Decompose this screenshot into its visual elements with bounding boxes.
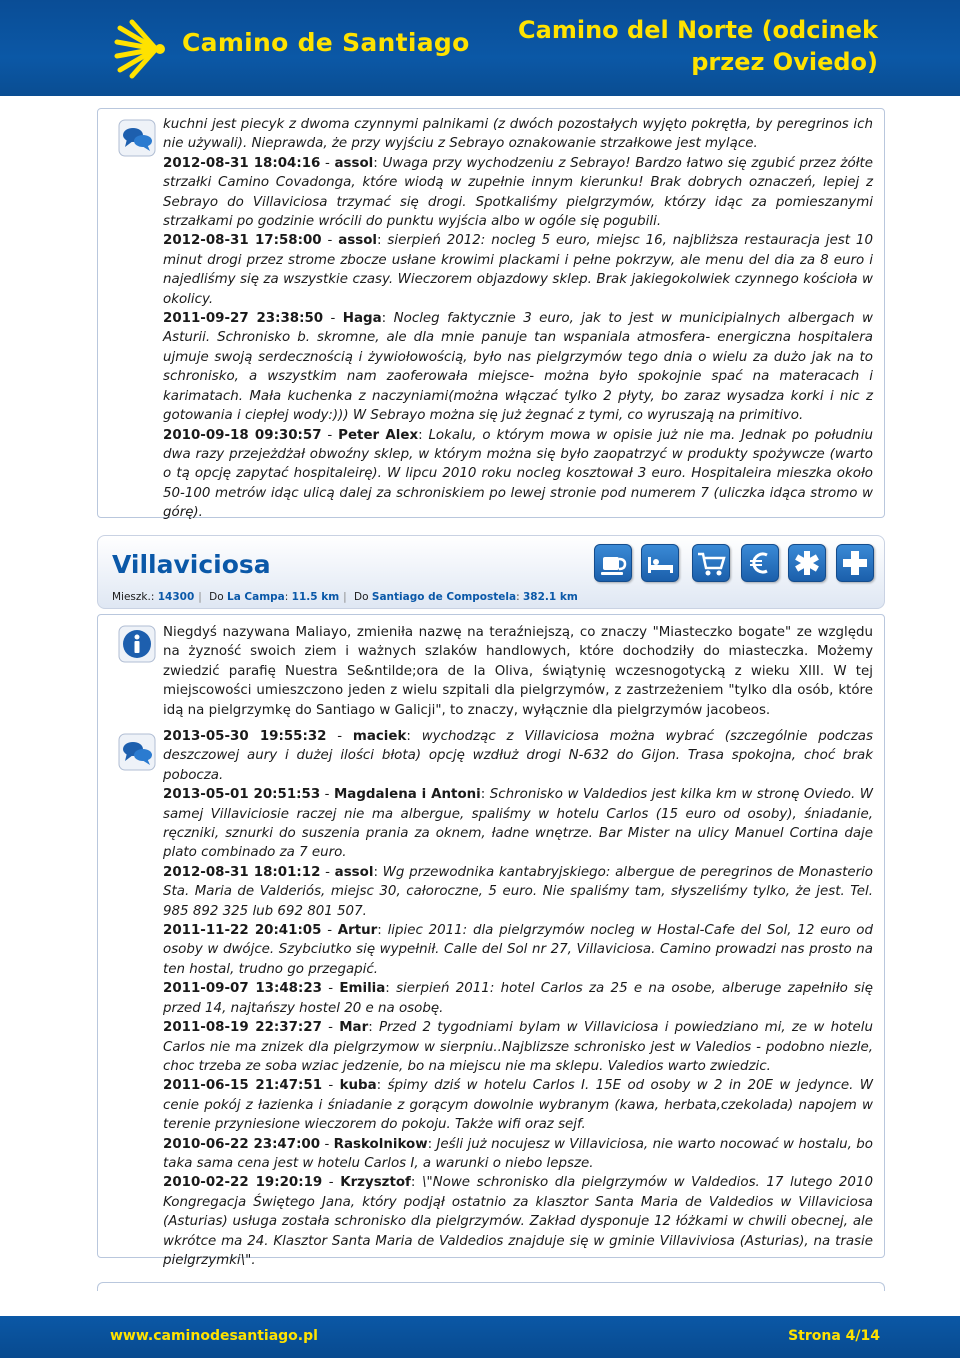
comment-author: maciek xyxy=(352,729,407,744)
comments-text-top xyxy=(163,115,873,523)
comment-text: kuchni jest piecyk z dwoma czynnymi palnikami (z dwóch pozostałych wyjęto pokrętła, by peregrinos ich nie używali). Nieprawda, że przy wyjściu z Sebrayo oznakowanie strzałkowe jest mylące. xyxy=(163,117,873,152)
comment-author: Mar xyxy=(339,1020,369,1036)
comment-author: Artur xyxy=(337,923,378,939)
comment-entry: 2010-02-22 19:20:19 - Krzysztof: \"Nowe schronisko dla pielgrzymów w Valdedios. 17 lutego 2010 Kongregacja Świętego Jana, który podjął ostatnio za klasztor Santa Maria de Valdedios w Villaviciosa (Asturias) usługa została schronisko dla pielgrzymów. Zakład dysponuje 12 łóżkami w chwili obecnej, ale wkrótce ma 24. Klasztor Santa Maria de Valdedios znajduje się w gminie Villaviviosa (Asturias), na trasie pielgrzymki\". xyxy=(163,1175,873,1268)
distance-label: Do xyxy=(209,591,224,603)
comment-text: sierpień 2011: hotel Carlos za 25 e na osobe, alberuge zapełniło się przed 14, najtańszy hostel 20 e na osobę. xyxy=(163,981,873,1016)
distance-label: Do xyxy=(354,591,369,603)
comment-text: Przed 2 tygodniami bylam w Villaviciosa i powiedziano mi, ze w hotelu Carlos nie ma znizek dla pielgrzymow w sierpniu..Najblizsze schronisko jest w Valedios - podobno niezle, choc trzeba ze soba wziac jedzenie, bo na miejscu nie ma sklepu. Valedios warto zwiedzic. xyxy=(163,1020,873,1074)
comment-text: wychodząc z Villaviciosa można wybrać (szczególnie podczas deszczowej aury i dużej ilości błota) opcję wzdłuż drogi N-632 do Gijon. Trasa spokojna, choć brak pobocza. xyxy=(163,729,873,783)
page-header xyxy=(0,0,960,96)
comment-text: sierpień 2012: nocleg 5 euro, miejsc 16, najbliższa restauracja jest 10 minut drogi przez strome zbocze usłane krowimi plackami i pełne pokrzyw, ale menu del dia za 8 euro i najedliśmy się za wszystkie czasy. Wieczorem objazdowy sklep. Brak jakiegokolwiek czynnego kościoła w okolicy. xyxy=(163,233,873,307)
comment-text: śpimy dziś w hotelu Carlos I. 15E od osoby w 2 in 20E w jedynce. W cenie pokój z łazienka i śniadanie z gorącym dowolnie wybranym (kawa, herbata,czekolada) napojem w terenie przyniesione wieczorem do pokoju. Także wifi oraz sejf. xyxy=(163,1078,873,1133)
comment-entry xyxy=(163,115,873,154)
medical-icon xyxy=(788,544,826,582)
comment-date: 2012-08-31 18:04:16 xyxy=(163,155,321,171)
comment-entry: 2012-08-31 17:58:00 - assol: sierpień 2012: nocleg 5 euro, miejsc 16, najbliższa restauracja jest 10 minut drogi przez strome zbocze usłane krowimi plackami i pełne pokrzyw, ale menu del dia za 8 euro i najedliśmy się za wszystkie czasy. Wieczorem objazdowy sklep. Brak jakiegokolwiek czynnego kościoła w okolicy. xyxy=(163,233,873,307)
scallop-shell-icon xyxy=(114,18,176,80)
comment-text: Uwaga przy wychodzeniu z Sebrayo! Bardzo łatwo się zgubić przez żółte strzałki Camino Covadonga, które wiodą w zupełnie innym kierunku! Brak dobrych oznaczeń, lepiej z Sebrayo do Villaviciosa trzymać się drogi. Spotkaliśmy pielgrzymów, którzy idąc za pomieszanymi strzałkami po godzinie wrócili do punktu wyjścia albo w ogóle się pogubili. xyxy=(163,155,873,230)
comment-author: kuba xyxy=(339,1078,377,1094)
town-comments xyxy=(163,727,873,1270)
bed-icon xyxy=(641,544,679,582)
population-value: 14300 xyxy=(157,591,195,603)
page-footer xyxy=(0,1316,960,1358)
population-label: Mieszk.: xyxy=(112,591,155,603)
comment-entry: 2013-05-01 20:51:53 - Magdalena i Antoni: Schronisko w Valdedios jest kilka km w stronę Oviedo. W samej Villaviciosie raczej nie ma albergue, spaliśmy w hotelu Carlos (15 euro od osoby), śniadanie, ręczniki, sznurki do suszenia prania za oknem, ładne wnętrze. Bar Mister na ulicy Manuel Cortina daje plato combinado za 7 euro. xyxy=(163,787,873,861)
town-header xyxy=(97,535,885,609)
town-meta: Mieszk.: 14300 | Do La Campa: 11.5 km | Do Santiago de Compostela: 382.1 km xyxy=(112,591,578,603)
town-content-panel xyxy=(97,614,885,1268)
comment-author: Krzysztof xyxy=(340,1175,411,1191)
route-title xyxy=(518,14,878,78)
route-title-line2: przez Oviedo) xyxy=(691,48,878,76)
comment-entry: 2010-06-22 23:47:00 - Raskolnikow: Jeśli już nocujesz w Villaviciosa, nie warto nocować w hostalu, bo taka sama cena jest w hotelu Carlos I, a warunki o niebo lepsze. xyxy=(163,1136,873,1171)
comment-date: 2011-06-15 21:47:51 xyxy=(163,1078,323,1094)
comment-text: Jeśli już nocujesz w Villaviciosa, nie warto nocować w hostalu, bo taka sama cena jest w hotelu Carlos I, a warunki o niebo lepsze. xyxy=(163,1136,873,1171)
comments-icon xyxy=(118,733,156,771)
comment-text: Wg przewodnika kantabryjskiego: albergue de peregrinos de Monasterio Sta. Maria de Valderiós, miejsc 30, całoroczne, 5 euro. Nie spaliśmy tam, słyszeliśmy tylko, że jest. Tel. 985 892 325 lub 692 801 507. xyxy=(163,864,873,919)
destination-distance: 382.1 km xyxy=(522,591,578,603)
comment-entry: 2011-11-22 20:41:05 - Artur: lipiec 2011: dla pielgrzymów nocleg w Hostal-Cafe del Sol, 12 euro od osoby w dwójce. Szybciutko się wypełnił. Calle del Sol nr 27, Villaviciosa. Camino prowadzi nas prosto na ten hostal, trudno go przegapić. xyxy=(163,923,873,977)
comment-author: Magdalena i Antoni xyxy=(333,787,481,803)
route-title-line1: Camino del Norte (odcinek xyxy=(518,16,878,44)
next-town-distance: 11.5 km xyxy=(291,591,340,603)
comment-author: Haga xyxy=(342,311,382,327)
comments-panel-top xyxy=(97,108,885,521)
comment-text: \"Nowe schronisko dla pielgrzymów w Valdedios. 17 lutego 2010 Kongregacja Świętego Jana, który podjął ostatnio za klasztor Santa Maria de Valdedios w Villaviciosa (Asturias) usługa została schronisko dla pielgrzymów. Zakład dysponuje 12 łóżkami w chwili obecnej, ale wkrótce ma 24. Klasztor Santa Maria de Valdedios znajduje się w gminie Villaviviosa (Asturias), na trasie pielgrzymki\". xyxy=(163,1175,873,1268)
comment-entry: 2013-05-30 19:55:32 - maciek: wychodząc z Villaviciosa można wybrać (szczególnie podczas deszczowej aury i dużej ilości błota) opcję wzdłuż drogi N-632 do Gijon. Trasa spokojna, choć brak pobocza. xyxy=(163,729,873,783)
comment-text: lipiec 2011: dla pielgrzymów nocleg w Hostal-Cafe del Sol, 12 euro od osoby w dwójce. Szybciutko się wypełnił. Calle del Sol nr 27, Villaviciosa. Camino prowadzi nas prosto na ten hostal, trudno go przegapić. xyxy=(163,923,873,977)
comment-entry: 2012-08-31 18:04:16 - assol: Uwaga przy wychodzeniu z Sebrayo! Bardzo łatwo się zgubić przez żółte strzałki Camino Covadonga, które wiodą w zupełnie innym kierunku! Brak dobrych oznaczeń, lepiej z Sebrayo do Villaviciosa trzymać się drogi. Spotkaliśmy pielgrzymów, którzy idąc za pomieszanymi strzałkami po godzinie wrócili do punktu wyjścia albo w ogóle się pogubili. xyxy=(163,155,873,230)
comment-date: 2011-09-27 23:38:50 xyxy=(163,311,324,327)
site-url-link[interactable]: www.caminodesantiago.pl xyxy=(110,1328,318,1344)
comment-author: assol xyxy=(338,233,377,249)
comment-date: 2010-02-22 19:20:19 xyxy=(163,1175,323,1191)
comments-icon xyxy=(118,119,156,157)
comment-date: 2013-05-30 19:55:32 xyxy=(163,729,327,744)
comment-author: Raskolnikow xyxy=(333,1136,428,1152)
comment-author: assol xyxy=(334,864,374,880)
comment-entry: 2011-09-27 23:38:50 - Haga: Nocleg faktycznie 3 euro, jak to jest w municipialnych albergach w Asturii. Schronisko b. skromne, ale dla mnie panuje tan wspaniala atmosfera- energiczna hospitalera ujmuje swoją serdecznością i żywiołowością, było nas pielgrzymów tego dnia o wielu za dużo jak na to schronisko, a wszystkim nam zaoferowała miejsce- można było spokojnie spać na materacach i karimatach. Mała kuchenka z naczyniami(można włączać tylko 2 płyty, bo zaraz wysadza korki i nic z gotowania i ciepłej wody:))) W Sebrayo można się już żegnać z tymi, co wyruszają na primitivo. xyxy=(163,311,873,424)
cup-icon xyxy=(594,544,632,582)
comment-date: 2011-11-22 20:41:05 xyxy=(163,923,322,939)
site-title: Camino de Santiago xyxy=(182,28,470,57)
comment-date: 2010-09-18 09:30:57 xyxy=(163,427,322,443)
comment-entry: 2011-06-15 21:47:51 - kuba: śpimy dziś w hotelu Carlos I. 15E od osoby w 2 in 20E w jedynce. W cenie pokój z łazienka i śniadanie z gorącym dowolnie wybranym (kawa, herbata,czekolada) napojem w terenie przyniesione wieczorem do pokoju. Także wifi oraz sejf. xyxy=(163,1078,873,1133)
town-title: Villaviciosa xyxy=(112,550,271,579)
comment-date: 2011-08-19 22:37:27 xyxy=(163,1020,322,1036)
comment-entry: 2011-08-19 22:37:27 - Mar: Przed 2 tygodniami bylam w Villaviciosa i powiedziano mi, ze w hotelu Carlos nie ma znizek dla pielgrzymow w sierpniu..Najblizsze schronisko jest w Valedios - podobno niezle, choc trzeba ze soba wziac jedzenie, bo na miejscu nie ma sklepu. Valedios warto zwiedzic. xyxy=(163,1020,873,1074)
cart-icon xyxy=(692,544,730,582)
euro-icon xyxy=(741,544,779,582)
pharmacy-cross-icon xyxy=(836,544,874,582)
destination-link[interactable]: Santiago de Compostela xyxy=(371,591,517,603)
comment-author: Peter Alex xyxy=(338,427,419,443)
comment-date: 2013-05-01 20:51:53 xyxy=(163,787,321,803)
comment-text: Schronisko w Valdedios jest kilka km w stronę Oviedo. W samej Villaviciosie raczej nie ma albergue, spaliśmy w hotelu Carlos (15 euro od osoby), śniadanie, ręczniki, sznurki do suszenia prania za oknem, ładne wnętrze. Bar Mister na ulicy Manuel Cortina daje plato combinado za 7 euro. xyxy=(163,787,873,861)
footer-divider xyxy=(97,1282,885,1291)
comment-date: 2012-08-31 17:58:00 xyxy=(163,233,322,249)
comment-entry: 2012-08-31 18:01:12 - assol: Wg przewodnika kantabryjskiego: albergue de peregrinos de Monasterio Sta. Maria de Valderiós, miejsc 30, całoroczne, 5 euro. Nie spaliśmy tam, słyszeliśmy tylko, że jest. Tel. 985 892 325 lub 692 801 507. xyxy=(163,864,873,919)
comment-entry: 2010-09-18 09:30:57 - Peter Alex: Lokalu, o którym mowa w opisie już nie ma. Jednak po południu dwa razy przejeżdżał obwoźny sklep, w którym można się było zaopatrzyć w produkty spożywcze (warto o tą opcję zapytać hospitaleirę). W lipcu 2010 roku nocleg kosztował 3 euro. Hospitaleira mieszka około 50-100 metrów idąc ulicą dalej za schroniskiem po lewej stronie pod numerem 7 (uliczka idąca stromo w górę). xyxy=(163,427,873,521)
info-icon xyxy=(118,625,156,663)
comment-text: Nocleg faktycznie 3 euro, jak to jest w municipialnych albergach w Asturii. Schronisko b. skromne, ale dla mnie panuje tan wspaniala atmosfera- energiczna hospitalera ujmuje swoją serdecznością i żywiołowością, było nas pielgrzymów tego dnia o wielu za dużo jak na to schronisko, a wszystkim nam zaoferowała miejsce- można było spokojnie spać na materacach i karimatach. Mała kuchenka z naczyniami(można włączać tylko 2 płyty, bo zaraz wysadza korki i nic z gotowania i ciepłej wody:))) W Sebrayo można się już żegnać z tymi, co wyruszają na primitivo. xyxy=(163,311,873,424)
comment-date: 2010-06-22 23:47:00 xyxy=(163,1136,321,1152)
comment-date: 2011-09-07 13:48:23 xyxy=(163,981,322,997)
page-number: Strona 4/14 xyxy=(788,1328,880,1344)
comment-author: assol xyxy=(334,155,374,171)
comment-date: 2012-08-31 18:01:12 xyxy=(163,864,321,880)
comment-entry: 2011-09-07 13:48:23 - Emilia: sierpień 2011: hotel Carlos za 25 e na osobe, alberuge zapełniło się przed 14, najtańszy hostel 20 e na osobę. xyxy=(163,981,873,1016)
comment-author: Emilia xyxy=(339,981,386,997)
next-town-link[interactable]: La Campa xyxy=(227,591,285,603)
town-description: Niegdyś nazywana Maliayo, zmieniła nazwę na teraźniejszą, co znaczy "Miasteczko bogate" ze względu na żyzność swoich ziem i ważnych szlaków handlowych, które dochodziły do miasteczka. Możemy zwiedzić parafię Nuestra Se&ntilde;ora de la Oliva, świątynię wczesnogotycką z wieku XIII. W tej miejscowości umieszczono jeden z wielu szpitali dla pielgrzymów, z zastrzeżeniem "tylko dla osób, które idą na pielgrzymkę do Santiago w Galicji", to znaczy, wyłącznie dla pielgrzymów jacobeos. xyxy=(163,625,873,718)
comment-text: Lokalu, o którym mowa w opisie już nie ma. Jednak po południu dwa razy przejeżdżał obwoźny sklep, w którym można się było zaopatrzyć w produkty spożywcze (warto o tą opcję zapytać hospitaleirę). W lipcu 2010 roku nocleg kosztował 3 euro. Hospitaleira mieszka około 50-100 metrów idąc ulicą dalej za schroniskiem po lewej stronie pod numerem 7 (uliczka idąca stromo w górę). xyxy=(163,427,873,521)
